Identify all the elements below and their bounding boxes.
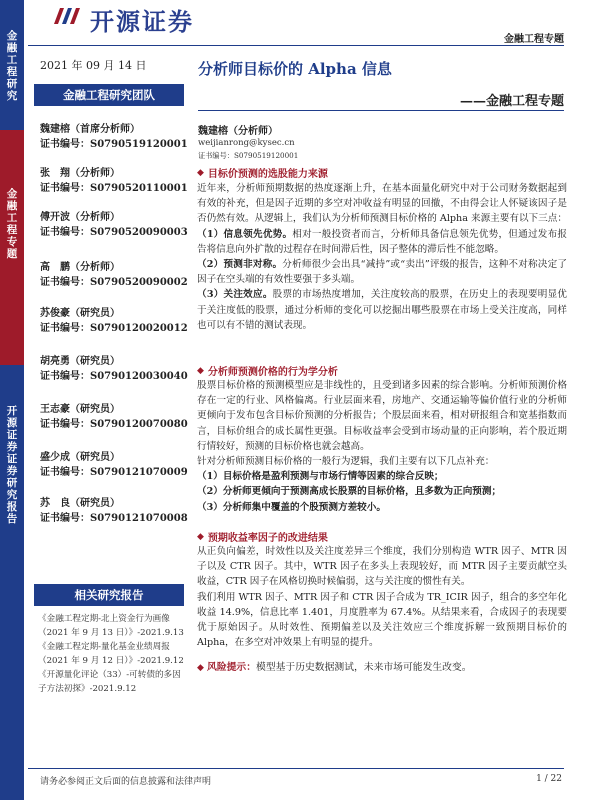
analyst-cert: 证书编号：S0790121070009 xyxy=(40,467,188,478)
analyst-cert: 证书编号：S0790519120001 xyxy=(40,139,188,150)
related-report-link[interactable]: 《金融工程定期-北上资金行为画像（2021 年 9 月 13 日）》-2021.9.13 xyxy=(38,614,184,638)
paragraph xyxy=(197,227,567,257)
section-heading-text: 目标价预测的选股能力来源 xyxy=(207,169,328,180)
analyst-cert: 证书编号：S0790520110001 xyxy=(40,183,188,194)
vertical-band-research xyxy=(0,0,24,130)
section-heading-2 xyxy=(197,363,567,378)
lead-text: （2）预测非对称。 xyxy=(197,259,283,271)
diamond-bullet-icon: ◆ xyxy=(197,663,204,673)
report-subtitle: ——金融工程专题 xyxy=(459,94,564,109)
risk-warning xyxy=(197,660,567,676)
vertical-band-topic xyxy=(0,130,24,365)
paragraph: 针对分析师预测目标价格的一般行为逻辑，我们主要有以下几点补充： xyxy=(197,456,495,468)
section-heading-1 xyxy=(197,165,567,180)
analyst-cert: 证书编号：S0790520090002 xyxy=(40,277,188,288)
analyst-entry xyxy=(40,450,188,480)
paragraph: 近年来，分析师预期数据的热度逐渐上升，在基本面量化研究中对于公司财务数据起到有效的补充，但是因子近期的多空对冲收益有明显的回撤，不由得会让人怀疑该因子是否仍然有效。从逻辑上，我们认为分析师预测目标价格的 Alpha 来源主要有以下三点： xyxy=(197,183,567,225)
analyst-cert: 证书编号：S0790120030040 xyxy=(40,371,188,382)
diamond-bullet-icon: ◆ xyxy=(197,531,204,542)
paragraph: 从正负向偏差，时效性以及关注度差异三个维度，我们分别构造 WTR 因子、MTR 因子以及 CTR 因子。其中，WTR 因子在多头上表现较好，而 MTR 因子主要贡献空头收益，CTR 因子在风格切换时候偏弱，这与关注度的惯性有关。 xyxy=(197,546,567,588)
analyst-entry xyxy=(40,402,188,432)
analyst-cert: 证书编号：S0790120020012 xyxy=(40,323,188,334)
header-section-label: 金融工程专题 xyxy=(504,34,564,45)
paragraph-text: 分析师很少会出具“减持”或“卖出”评级的报告，这种不对称决定了因子在空头端的有效性要强于多头端。 xyxy=(197,259,567,286)
point: （2）分析师更倾向于预测高成长股票的目标价格，且多数为正向预测； xyxy=(197,486,502,498)
section-2-body xyxy=(197,378,567,515)
section-heading-3 xyxy=(197,529,567,544)
logo-icon xyxy=(52,4,82,28)
section-heading-text: 预期收益率因子的改进结果 xyxy=(207,533,328,544)
analyst-entry xyxy=(40,122,188,152)
analyst-name: 盛少成（研究员） xyxy=(40,452,120,463)
vertical-band-brand xyxy=(0,365,24,800)
analyst-entry xyxy=(40,354,188,384)
analyst-cert: 证书编号：S0790121070008 xyxy=(40,513,188,524)
author-name: 魏建榕（分析师） xyxy=(198,126,278,137)
paragraph: 我们利用 WTR 因子、MTR 因子和 CTR 因子合成为 TR_ICIR 因子，组合的多空年化收益 14.9%，信息比率 1.401，月度胜率为 67.4%。从结果来看，合成因子的表现要优于原始因子。从时效性、预期偏差以及关注效应三个维度拆解一致预期目标价的 Alpha，在多空对冲效果上有明显的提升。 xyxy=(197,591,567,649)
paragraph-text: 股票的市场热度增加，关注度较高的股票，在历史上的表现要明显优于关注度低的股票，通过分析师的变化可以挖掘出哪些股票在市场上受关注度高，同样也可以有不错的测试表现。 xyxy=(197,289,567,331)
risk-text: 模型基于历史数据测试，未来市场可能发生改变。 xyxy=(256,662,472,673)
paragraph: 股票目标价格的预测模型应是非线性的，且受到诸多因素的综合影响。分析师预测价格存在一定的行业、风格偏离。行业层面来看，房地产、交通运输等偏价值行业的分析师更倾向于发布包含目标价预测的分析报告；个股层面来看，相对研报组合和宽基指数而言，目标价组合的成长属性更强。目标收益率会受到市场动量的正向影响，若个股近期行情较好，预测的目标价格也就会越高。 xyxy=(197,380,567,452)
analyst-entry xyxy=(40,496,188,526)
section-1-body xyxy=(197,181,567,333)
lead-text: （3）关注效应。 xyxy=(197,289,273,301)
section-3-body xyxy=(197,544,567,650)
analyst-name: 高 鹏（分析师） xyxy=(40,262,120,273)
author-cert: 证书编号：S0790519120001 xyxy=(198,151,299,160)
point: （1）目标价格是盈利预测与市场行情等因素的综合反映； xyxy=(197,471,444,483)
paragraph-text: 相对一般投资者而言，分析师具备信息领先优势，但通过发布报告将信息向外扩散的过程存在时间滞后性，因子整体的滞后性不能忽略。 xyxy=(197,228,567,255)
header-divider xyxy=(28,45,564,46)
footer-disclaimer: 请务必参阅正文后面的信息披露和法律声明 xyxy=(40,777,212,787)
analyst-name: 王志豪（研究员） xyxy=(40,404,120,415)
paragraph xyxy=(197,257,567,287)
analyst-name: 魏建榕（首席分析师） xyxy=(40,124,140,135)
footer-divider xyxy=(28,768,564,769)
band-text: 金融工程研究 xyxy=(6,30,18,102)
analyst-name: 苏 良（研究员） xyxy=(40,498,120,509)
related-reports-label: 相关研究报告 xyxy=(34,584,184,606)
analyst-cert: 证书编号：S0790520090003 xyxy=(40,227,188,238)
team-label: 金融工程研究团队 xyxy=(34,84,184,106)
related-reports-list xyxy=(38,612,188,696)
band-text: 开源证券 证券研究报告 xyxy=(6,405,18,525)
analyst-entry xyxy=(40,306,188,336)
diamond-bullet-icon: ◆ xyxy=(197,167,204,178)
analyst-cert: 证书编号：S0790120070080 xyxy=(40,419,188,430)
analyst-entry xyxy=(40,260,188,290)
page-number: 1 / 22 xyxy=(536,774,562,784)
report-title: 分析师目标价的 Alpha 信息 xyxy=(198,60,392,78)
band-text: 金融工程专题 xyxy=(6,188,18,260)
author-email[interactable]: weijianrong@kysec.cn xyxy=(198,138,295,148)
logo-text: 开源证券 xyxy=(90,8,194,36)
analyst-entry xyxy=(40,210,188,240)
title-divider xyxy=(198,110,564,111)
related-report-link[interactable]: 《开源量化评论（33）-可转债的多因子方法初探》-2021.9.12 xyxy=(38,670,181,694)
analyst-name: 胡亮勇（研究员） xyxy=(40,356,120,367)
section-heading-text: 分析师预测价格的行为学分析 xyxy=(207,367,338,378)
diamond-bullet-icon: ◆ xyxy=(197,365,204,376)
analyst-name: 苏俊豪（研究员） xyxy=(40,308,120,319)
analyst-name: 傅开波（分析师） xyxy=(40,212,120,223)
risk-label: 风险提示： xyxy=(207,662,257,673)
paragraph xyxy=(197,287,567,333)
lead-text: （1）信息领先优势。 xyxy=(197,228,293,240)
report-date: 2021 年 09 月 14 日 xyxy=(40,59,147,72)
point: （3）分析师集中覆盖的个股预测方差较小。 xyxy=(197,501,386,513)
analyst-name: 张 翔（分析师） xyxy=(40,168,120,179)
analyst-entry xyxy=(40,166,188,196)
related-report-link[interactable]: 《金融工程定期-量化基金业绩周报（2021 年 9 月 12 日）》-2021.9.12 xyxy=(38,642,184,666)
